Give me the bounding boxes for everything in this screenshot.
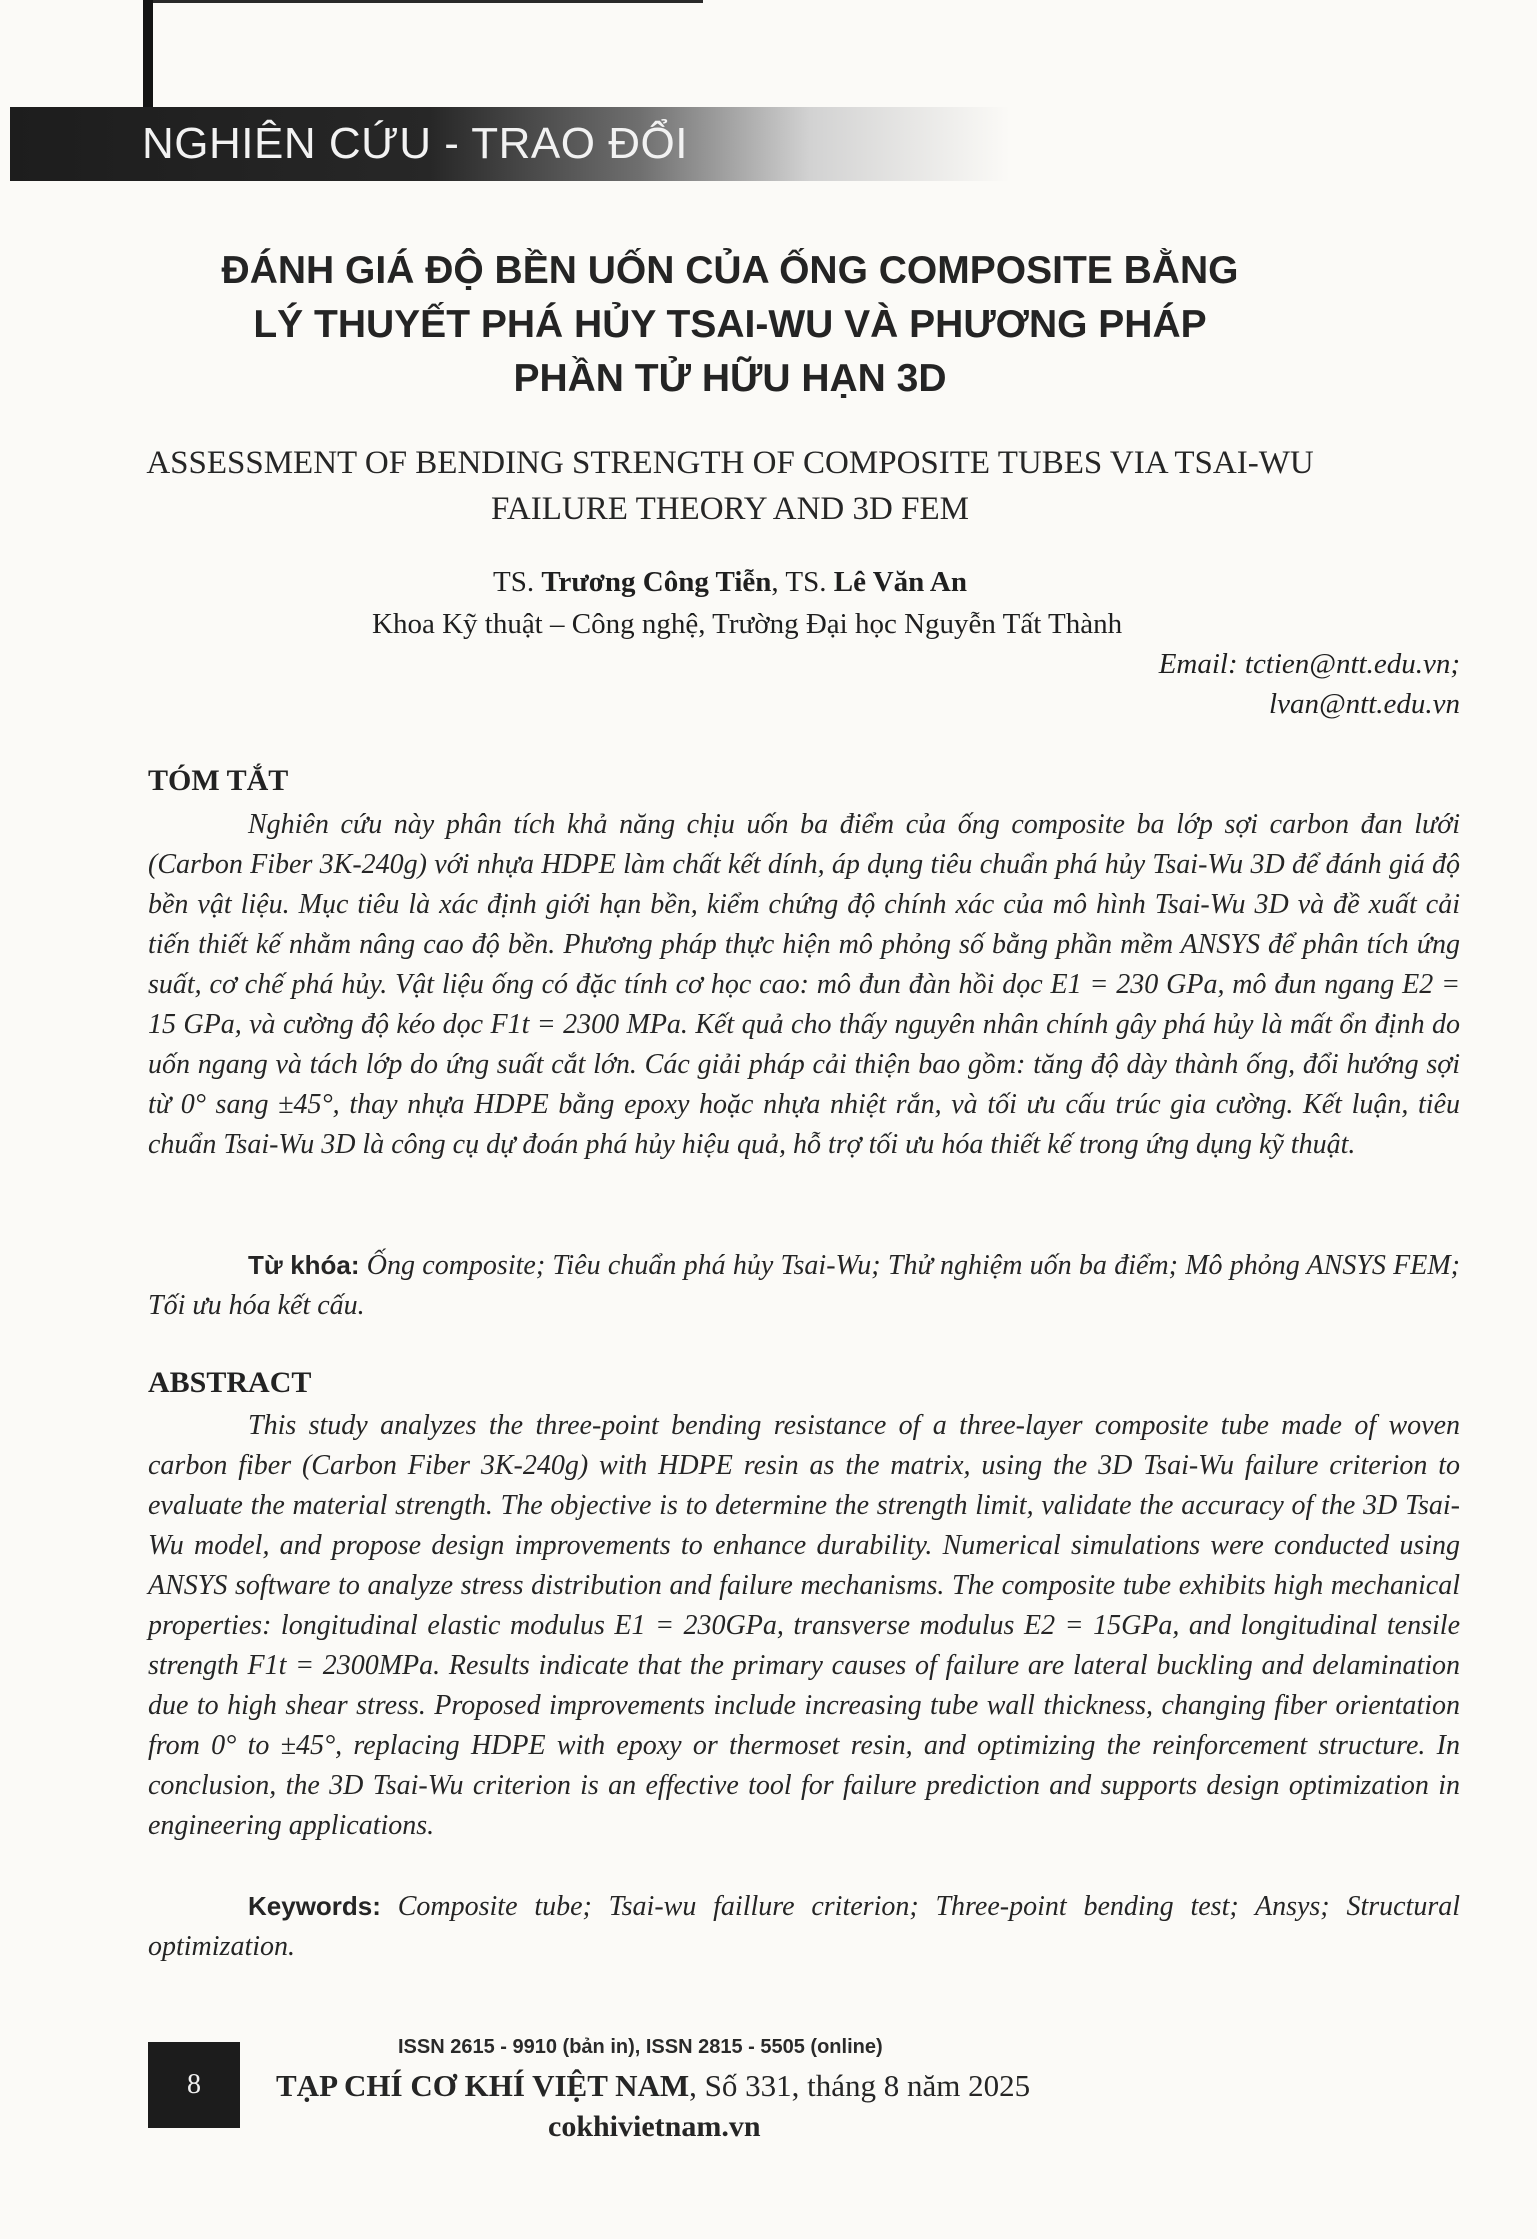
abstract-keywords [148,1886,1460,1967]
title-vi-line-3: PHẦN TỬ HỮU HẠN 3D [513,357,947,400]
summary-heading: TÓM TẮT [148,764,289,797]
page-number: 8 [187,2069,201,2100]
author-name-1: Trương Công Tiễn [541,566,772,598]
email-line-1: Email: tctien@ntt.edu.vn; [1158,648,1460,680]
summary-text: Nghiên cứu này phân tích khả năng chịu uốn ba điểm của ống composite ba lớp sợi carbon đan lưới (Carbon Fiber 3K-240g) với nhựa HDPE làm chất kết dính, áp dụng tiêu chuẩn phá hủy Tsai-Wu 3D để đánh giá độ bền vật liệu. Mục tiêu là xác định giới hạn bền, kiểm chứng độ chính xác của mô hình Tsai-Wu 3D và đề xuất cải tiến thiết kế nhằm nâng cao độ bền. Phương pháp thực hiện mô phỏng số bằng phần mềm ANSYS để phân tích ứng suất, cơ chế phá hủy. Vật liệu ống có đặc tính cơ học cao: mô đun đàn hồi dọc E1 = 230 GPa, mô đun ngang E2 = 15 GPa, và cường độ kéo dọc F1t = 2300 MPa. Kết quả cho thấy nguyên nhân chính gây phá hủy là mất ổn định do uốn ngang và tách lớp do ứng suất cắt lớn. Các giải pháp cải thiện bao gồm: tăng độ dày thành ống, đổi hướng sợi từ 0° sang ±45°, thay nhựa HDPE bằng epoxy hoặc nhựa nhiệt rắn, và tối ưu cấu trúc gia cường. Kết luận, tiêu chuẩn Tsai-Wu 3D là công cụ dự đoán phá hủy hiệu quả, hỗ trợ tối ưu hóa thiết kế trong ứng dụng kỹ thuật. [148,809,1460,1160]
header-top-rule [143,0,703,3]
footer-journal [276,2068,1156,2104]
footer-website: cokhivietnam.vn [548,2110,761,2143]
title-en-line-1: ASSESSMENT OF BENDING STRENGTH OF COMPOSITE TUBES VIA TSAI-WU [146,445,1314,481]
title-vi-line-1: ĐÁNH GIÁ ĐỘ BỀN UỐN CỦA ỐNG COMPOSITE BẰNG [221,249,1239,292]
author-name-2: Lê Văn An [833,566,967,598]
abstract-text: This study analyzes the three-point bending resistance of a three-layer composite tube made of woven carbon fiber (Carbon Fiber 3K-240g) with HDPE resin as the matrix, using the 3D Tsai-Wu failure criterion to evaluate the material strength. The objective is to determine the strength limit, validate the accuracy of the 3D Tsai-Wu model, and propose design improvements to enhance durability. Numerical simulations were conducted using ANSYS software to analyze stress distribution and failure mechanisms. The composite tube exhibits high mechanical properties: longitudinal elastic modulus E1 = 230GPa, transverse modulus E2 = 15GPa, and longitudinal tensile strength F1t = 2300MPa. Results indicate that the primary causes of failure are lateral buckling and delamination due to high shear stress. Proposed improvements include increasing tube wall thickness, changing fiber orientation from 0° to ±45°, replacing HDPE with epoxy or thermoset resin, and optimizing the reinforcement structure. In conclusion, the 3D Tsai-Wu criterion is an effective tool for failure prediction and supports design optimization in engineering applications. [148,1410,1460,1841]
title-en-line-2: FAILURE THEORY AND 3D FEM [491,491,969,527]
journal-name: TẠP CHÍ CƠ KHÍ VIỆT NAM [276,2068,690,2103]
author-prefix-2: , TS. [771,566,834,598]
summary-keywords [148,1245,1460,1326]
abstract-heading: ABSTRACT [148,1366,312,1399]
section-banner [10,107,1010,181]
footer-issn: ISSN 2615 - 9910 (bản in), ISSN 2815 - 5505 (online) [398,2036,883,2058]
abstract-keywords-text: Composite tube; Tsai-wu faillure criterion; Three-point bending test; Ansys; Structural optimization. [148,1891,1460,1962]
summary-keywords-label: Từ khóa: [248,1250,360,1280]
summary-keywords-text: Ống composite; Tiêu chuẩn phá hủy Tsai-Wu; Thử nghiệm uốn ba điểm; Mô phỏng ANSYS FEM; Tối ưu hóa kết cấu. [148,1250,1460,1321]
title-english [130,440,1330,532]
email-line-2: lvan@ntt.edu.vn [1269,688,1460,720]
title-vietnamese [160,244,1300,406]
section-label: NGHIÊN CỨU - TRAO ĐỔI [142,119,688,168]
author-line [380,566,1080,599]
abstract-keywords-label: Keywords: [248,1891,381,1921]
header-vertical-bar [143,0,153,112]
journal-issue: , Số 331, tháng 8 năm 2025 [689,2068,1031,2103]
page-number-box [148,2042,240,2128]
affiliation: Khoa Kỹ thuật – Công nghệ, Trường Đại học Nguyễn Tất Thành [372,608,1123,640]
title-vi-line-2: LÝ THUYẾT PHÁ HỦY TSAI-WU VÀ PHƯƠNG PHÁP [253,303,1207,346]
author-prefix-1: TS. [493,566,542,598]
